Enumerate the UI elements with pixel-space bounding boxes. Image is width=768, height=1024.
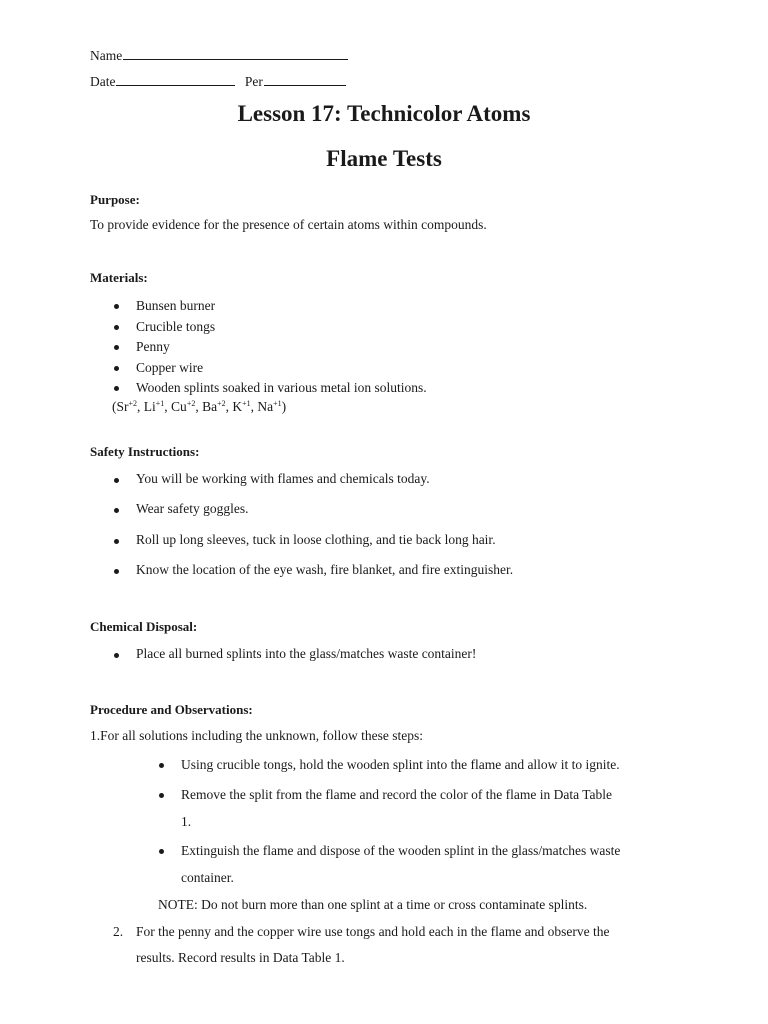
procedure-step-1: 1.For all solutions including the unknown, follow these steps: bbox=[90, 728, 423, 743]
bullet-icon bbox=[114, 478, 119, 483]
bullet-icon bbox=[114, 508, 119, 513]
procedure-sub-item-cont: 1. bbox=[181, 814, 192, 829]
ion: $Li^{+1}$ bbox=[143, 399, 165, 414]
list-item: Penny bbox=[136, 339, 170, 354]
procedure-sub-item-cont: container. bbox=[181, 870, 234, 885]
bullet-icon bbox=[114, 366, 119, 371]
date-per-field bbox=[90, 73, 346, 90]
procedure-sub-item: Extinguish the flame and dispose of the wooden splint in the glass/matches waste bbox=[181, 843, 621, 858]
list-item: Know the location of the eye wash, fire blanket, and fire extinguisher. bbox=[136, 562, 514, 577]
bullet-icon bbox=[114, 304, 119, 309]
list-item: Place all burned splints into the glass/matches waste container! bbox=[136, 646, 477, 661]
bullet-icon bbox=[114, 569, 119, 574]
list-item: Wear safety goggles. bbox=[136, 501, 249, 516]
list-item: Copper wire bbox=[136, 360, 204, 375]
ion-list: ($Sr^{+2}$, $Li^{+1}$, $Cu^{+2}$, $Ba^{+2}$, $K^{+1}$, $Na^{+1}$) bbox=[112, 399, 287, 414]
bullet-icon bbox=[159, 793, 164, 798]
procedure-step-2: For the penny and the copper wire use tongs and hold each in the flame and observe the bbox=[136, 924, 610, 939]
bullet-icon bbox=[159, 849, 164, 854]
ion: $K^{+1}$ bbox=[232, 399, 251, 414]
bullet-icon bbox=[114, 345, 119, 350]
purpose-text: To provide evidence for the presence of certain atoms within compounds. bbox=[90, 217, 487, 232]
bullet-icon bbox=[114, 325, 119, 330]
safety-heading: Safety Instructions: bbox=[90, 444, 200, 459]
bullet-icon bbox=[114, 386, 119, 391]
procedure-heading: Procedure and Observations: bbox=[90, 702, 253, 717]
per-blank[interactable] bbox=[264, 73, 346, 86]
page-subtitle: Flame Tests bbox=[326, 146, 442, 171]
list-item: Bunsen burner bbox=[136, 298, 216, 313]
procedure-step-2-cont: results. Record results in Data Table 1. bbox=[136, 950, 345, 965]
procedure-sub-item: Using crucible tongs, hold the wooden splint into the flame and allow it to ignite. bbox=[181, 757, 620, 772]
materials-heading: Materials: bbox=[90, 270, 148, 285]
list-item: You will be working with flames and chemicals today. bbox=[136, 471, 430, 486]
date-label: Date bbox=[90, 74, 116, 89]
procedure-sub-item: Remove the split from the flame and record the color of the flame in Data Table bbox=[181, 787, 613, 802]
list-item: Roll up long sleeves, tuck in loose clothing, and tie back long hair. bbox=[136, 532, 496, 547]
ion: $Cu^{+2}$ bbox=[171, 399, 196, 414]
ion: $Na^{+1}$ bbox=[257, 399, 282, 414]
bullet-icon bbox=[159, 763, 164, 768]
page-title: Lesson 17: Technicolor Atoms bbox=[237, 101, 531, 126]
ion: $Sr^{+2}$ bbox=[116, 399, 138, 414]
list-item: Crucible tongs bbox=[136, 319, 216, 334]
name-field[interactable] bbox=[90, 47, 348, 64]
name-label: Name bbox=[90, 48, 123, 63]
date-blank[interactable] bbox=[116, 73, 235, 86]
bullet-icon bbox=[114, 539, 119, 544]
procedure-step-2-number: 2. bbox=[113, 924, 124, 939]
purpose-heading: Purpose: bbox=[90, 192, 140, 207]
ion: $Ba^{+2}$ bbox=[202, 399, 226, 414]
procedure-note: NOTE: Do not burn more than one splint at a time or cross contaminate splints. bbox=[158, 897, 588, 912]
per-label: Per bbox=[244, 74, 263, 89]
name-blank[interactable] bbox=[123, 47, 348, 60]
disposal-heading: Chemical Disposal: bbox=[90, 619, 198, 634]
bullet-icon bbox=[114, 653, 119, 658]
list-item: Wooden splints soaked in various metal ion solutions. bbox=[136, 380, 427, 395]
